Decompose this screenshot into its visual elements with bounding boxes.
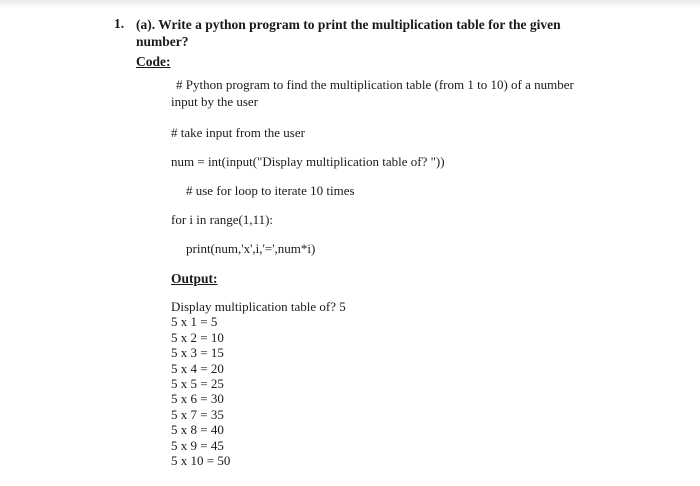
question-text: (a). Write a python program to print the multiplication table for the given number?	[136, 17, 561, 49]
code-for-loop: for i in range(1,11):	[171, 212, 274, 227]
code-print-statement: print(num,'x',i,'=',num*i)	[186, 241, 316, 256]
output-block	[171, 299, 346, 468]
code-comment-loop: # use for loop to iterate 10 times	[186, 183, 355, 198]
output-line: 5 x 6 = 30	[171, 391, 224, 407]
output-line: 5 x 4 = 20	[171, 360, 224, 376]
code-input-statement: num = int(input("Display multiplication table of? "))	[171, 154, 445, 169]
output-line: 5 x 8 = 40	[171, 422, 224, 438]
output-line: 5 x 1 = 5	[171, 314, 218, 330]
code-comment-input: # take input from the user	[171, 125, 305, 140]
code-comment-description: # Python program to find the multiplication table (from 1 to 10) of a number input by the user	[171, 77, 574, 109]
output-line: 5 x 9 = 45	[171, 437, 224, 453]
output-prompt-line: Display multiplication table of? 5	[171, 299, 346, 314]
output-line: 5 x 10 = 50	[171, 453, 231, 469]
question-number: 1.	[114, 16, 125, 31]
output-heading: Output:	[171, 271, 218, 286]
output-line: 5 x 3 = 15	[171, 345, 224, 361]
code-heading: Code:	[136, 54, 171, 69]
output-line: 5 x 7 = 35	[171, 406, 224, 422]
output-line: 5 x 2 = 10	[171, 329, 224, 345]
output-line: 5 x 5 = 25	[171, 376, 224, 392]
